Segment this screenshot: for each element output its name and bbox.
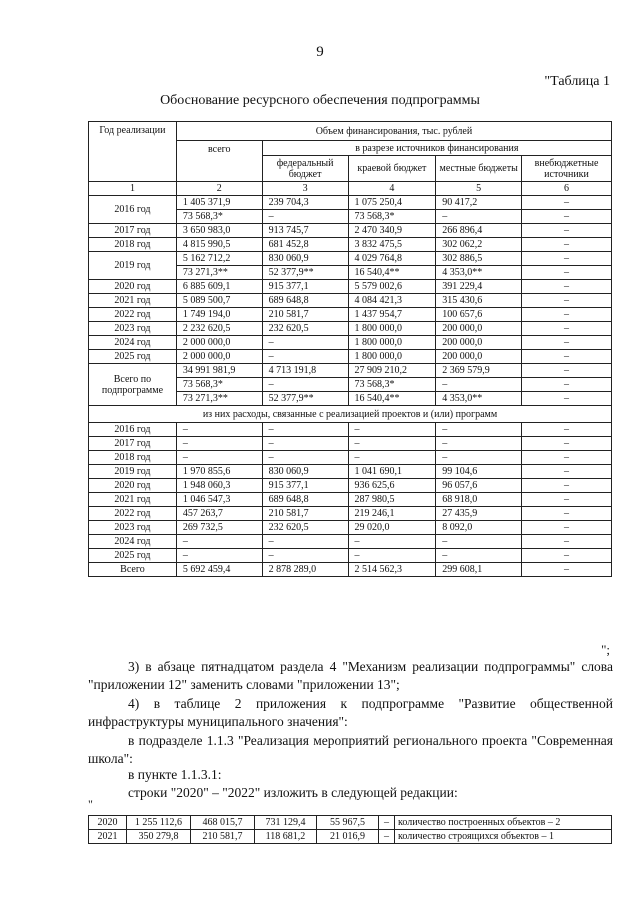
year-cell: 2018 год [89, 451, 177, 465]
value-cell: 4 084 421,3 [348, 294, 436, 308]
value-cell: 210 581,7 [262, 308, 348, 322]
year-cell: 2021 год [89, 493, 177, 507]
value-cell: 689 648,8 [262, 294, 348, 308]
value-cell: – [522, 224, 612, 238]
value-cell: 232 620,5 [262, 521, 348, 535]
header-local: местные бюджеты [436, 156, 522, 182]
description-cell: количество строящихся объектов – 1 [395, 830, 612, 844]
table-row [89, 493, 612, 507]
value-cell: – [348, 549, 436, 563]
value-cell: – [522, 364, 612, 378]
year-cell: 2019 год [89, 252, 177, 280]
description-cell: количество построенных объектов – 2 [395, 816, 612, 830]
header-num: 6 [522, 182, 612, 196]
value-cell: – [522, 252, 612, 266]
value-cell: 118 681,2 [255, 830, 317, 844]
opening-quote: " [88, 797, 93, 811]
table-row [89, 423, 612, 437]
value-cell: 681 452,8 [262, 238, 348, 252]
value-cell: 73 271,3** [176, 266, 262, 280]
year-cell: 2022 год [89, 507, 177, 521]
value-cell: 1 970 855,6 [176, 465, 262, 479]
value-cell: – [262, 451, 348, 465]
value-cell: 210 581,7 [191, 830, 255, 844]
year-cell: 2024 год [89, 535, 177, 549]
value-cell: 936 625,6 [348, 479, 436, 493]
value-cell: 2 000 000,0 [176, 336, 262, 350]
value-cell: 1 405 371,9 [176, 196, 262, 210]
value-cell: – [262, 535, 348, 549]
value-cell: – [262, 549, 348, 563]
value-cell: – [176, 451, 262, 465]
table-row [89, 238, 612, 252]
value-cell: 4 713 191,8 [262, 364, 348, 378]
page-number: 9 [316, 44, 324, 60]
value-cell: – [522, 210, 612, 224]
value-cell: 34 991 981,9 [176, 364, 262, 378]
value-cell: 99 104,6 [436, 465, 522, 479]
year-cell: 2023 год [89, 521, 177, 535]
value-cell: 689 648,8 [262, 493, 348, 507]
value-cell: 1 075 250,4 [348, 196, 436, 210]
value-cell: – [348, 437, 436, 451]
value-cell: 1 041 690,1 [348, 465, 436, 479]
table-row [89, 336, 612, 350]
header-num: 1 [89, 182, 177, 196]
year-cell: 2016 год [89, 423, 177, 437]
year-cell: 2020 год [89, 479, 177, 493]
header-volume: Объем финансирования, тыс. рублей [176, 122, 611, 141]
value-cell: – [522, 563, 612, 577]
table-row [89, 549, 612, 563]
year-cell: 2020 год [89, 280, 177, 294]
value-cell: – [436, 437, 522, 451]
paragraph: в пункте 1.1.3.1: [128, 767, 222, 782]
value-cell: 6 885 609,1 [176, 280, 262, 294]
paragraph: в подразделе 1.1.3 "Реализация мероприятий регионального проекта "Современная школа": [88, 733, 613, 766]
section-title: из них расходы, связанные с реализацией проектов и (или) программ [89, 406, 612, 423]
value-cell: 73 568,3* [176, 378, 262, 392]
value-cell: 302 886,5 [436, 252, 522, 266]
table-row [89, 196, 612, 210]
year-cell: 2022 год [89, 308, 177, 322]
value-cell: – [522, 350, 612, 364]
table-row [89, 350, 612, 364]
header-extra: внебюджетные источники [522, 156, 612, 182]
value-cell: 457 263,7 [176, 507, 262, 521]
value-cell: – [522, 535, 612, 549]
value-cell: – [522, 493, 612, 507]
value-cell: 27 435,9 [436, 507, 522, 521]
value-cell: 3 650 983,0 [176, 224, 262, 238]
year-cell: 2019 год [89, 465, 177, 479]
value-cell: – [348, 451, 436, 465]
value-cell: 219 246,1 [348, 507, 436, 521]
value-cell: 1 800 000,0 [348, 322, 436, 336]
value-cell: 21 016,9 [317, 830, 379, 844]
value-cell: 2 232 620,5 [176, 322, 262, 336]
value-cell: 915 377,1 [262, 479, 348, 493]
value-cell: 2 514 562,3 [348, 563, 436, 577]
table-row [89, 364, 612, 378]
value-cell: 468 015,7 [191, 816, 255, 830]
value-cell: 4 353,0** [436, 266, 522, 280]
value-cell: 1 948 060,3 [176, 479, 262, 493]
header-num: 5 [436, 182, 522, 196]
value-cell: 315 430,6 [436, 294, 522, 308]
value-cell: 210 581,7 [262, 507, 348, 521]
closing-quote: "; [601, 642, 610, 657]
value-cell: 1 800 000,0 [348, 350, 436, 364]
table-title: Обоснование ресурсного обеспечения подпрограммы [160, 93, 480, 108]
value-cell: 913 745,7 [262, 224, 348, 238]
table-row [89, 224, 612, 238]
value-cell: – [522, 521, 612, 535]
value-cell: 1 255 112,6 [127, 816, 191, 830]
section-row [89, 406, 612, 423]
value-cell: 5 089 500,7 [176, 294, 262, 308]
value-cell: – [262, 378, 348, 392]
header-num: 2 [176, 182, 262, 196]
table-row [89, 280, 612, 294]
value-cell: – [379, 830, 395, 844]
value-cell: 73 568,3* [176, 210, 262, 224]
value-cell: – [522, 336, 612, 350]
table-row [89, 308, 612, 322]
value-cell: – [436, 210, 522, 224]
year-cell: 2017 год [89, 437, 177, 451]
value-cell: – [379, 816, 395, 830]
value-cell: 915 377,1 [262, 280, 348, 294]
table-row [89, 252, 612, 266]
header-num: 4 [348, 182, 436, 196]
value-cell: – [522, 238, 612, 252]
value-cell: – [522, 437, 612, 451]
table-row [89, 830, 612, 844]
value-cell: – [348, 423, 436, 437]
year-cell: 2016 год [89, 196, 177, 224]
value-cell: 200 000,0 [436, 350, 522, 364]
header-year: Год реализации [89, 122, 177, 182]
table-row [89, 535, 612, 549]
value-cell: 1 437 954,7 [348, 308, 436, 322]
year-cell: 2017 год [89, 224, 177, 238]
header-federal: федеральный бюджет [262, 156, 348, 182]
value-cell: 5 162 712,2 [176, 252, 262, 266]
value-cell: – [522, 465, 612, 479]
value-cell: – [522, 549, 612, 563]
value-cell: – [176, 535, 262, 549]
value-cell: – [176, 549, 262, 563]
value-cell: 200 000,0 [436, 336, 522, 350]
value-cell: 73 271,3** [176, 392, 262, 406]
value-cell: 4 353,0** [436, 392, 522, 406]
value-cell: 239 704,3 [262, 196, 348, 210]
year-cell: 2021 [89, 830, 127, 844]
year-cell: 2021 год [89, 294, 177, 308]
value-cell: 391 229,4 [436, 280, 522, 294]
value-cell: – [522, 266, 612, 280]
year-cell: 2018 год [89, 238, 177, 252]
value-cell: – [436, 451, 522, 465]
value-cell: 1 800 000,0 [348, 336, 436, 350]
year-cell: 2023 год [89, 322, 177, 336]
value-cell: 299 608,1 [436, 563, 522, 577]
table-row [89, 322, 612, 336]
value-cell: 269 732,5 [176, 521, 262, 535]
value-cell: 73 568,3* [348, 378, 436, 392]
value-cell: 200 000,0 [436, 322, 522, 336]
value-cell: 16 540,4** [348, 266, 436, 280]
value-cell: 73 568,3* [348, 210, 436, 224]
value-cell: 4 815 990,5 [176, 238, 262, 252]
value-cell: 100 657,6 [436, 308, 522, 322]
value-cell: – [262, 437, 348, 451]
header-total: всего [176, 141, 262, 182]
value-cell: 16 540,4** [348, 392, 436, 406]
value-cell: – [436, 378, 522, 392]
value-cell: – [176, 423, 262, 437]
amendment-table [88, 815, 612, 844]
resource-table [88, 121, 612, 577]
year-cell: 2020 [89, 816, 127, 830]
value-cell: – [176, 437, 262, 451]
value-cell: 5 579 002,6 [348, 280, 436, 294]
value-cell: 2 369 579,9 [436, 364, 522, 378]
value-cell: – [522, 378, 612, 392]
value-cell: 2 000 000,0 [176, 350, 262, 364]
value-cell: – [522, 294, 612, 308]
value-cell: 52 377,9** [262, 266, 348, 280]
table-row [89, 563, 612, 577]
header-regional: краевой бюджет [348, 156, 436, 182]
value-cell: 8 092,0 [436, 521, 522, 535]
value-cell: – [262, 210, 348, 224]
table-row [89, 521, 612, 535]
value-cell: – [522, 451, 612, 465]
value-cell: – [522, 322, 612, 336]
value-cell: 266 896,4 [436, 224, 522, 238]
year-cell: Всего [89, 563, 177, 577]
table-row [89, 294, 612, 308]
table-row [89, 451, 612, 465]
year-cell: Всего по подпрограмме [89, 364, 177, 406]
value-cell: 232 620,5 [262, 322, 348, 336]
year-cell: 2025 год [89, 549, 177, 563]
value-cell: – [348, 535, 436, 549]
value-cell: – [262, 350, 348, 364]
value-cell: 55 967,5 [317, 816, 379, 830]
table-row [89, 465, 612, 479]
value-cell: – [262, 336, 348, 350]
value-cell: – [522, 423, 612, 437]
value-cell: – [522, 280, 612, 294]
value-cell: – [436, 535, 522, 549]
value-cell: 2 878 289,0 [262, 563, 348, 577]
year-cell: 2025 год [89, 350, 177, 364]
paragraph: 4) в таблице 2 приложения к подпрограмме "Развитие общественной инфраструктуры муниципального значения": [88, 696, 613, 729]
value-cell: 830 060,9 [262, 465, 348, 479]
value-cell: – [522, 308, 612, 322]
value-cell: 4 029 764,8 [348, 252, 436, 266]
value-cell: 2 470 340,9 [348, 224, 436, 238]
value-cell: 1 749 194,0 [176, 308, 262, 322]
value-cell: 302 062,2 [436, 238, 522, 252]
value-cell: – [436, 423, 522, 437]
header-num: 3 [262, 182, 348, 196]
value-cell: 3 832 475,5 [348, 238, 436, 252]
value-cell: 52 377,9** [262, 392, 348, 406]
value-cell: 287 980,5 [348, 493, 436, 507]
value-cell: – [522, 507, 612, 521]
value-cell: 1 046 547,3 [176, 493, 262, 507]
value-cell: – [262, 423, 348, 437]
table-row [89, 816, 612, 830]
header-by-sources: в разрезе источников финансирования [262, 141, 611, 156]
table-row [89, 507, 612, 521]
table-row [89, 437, 612, 451]
paragraph: строки "2020" – "2022" изложить в следующей редакции: [128, 785, 458, 800]
value-cell: 96 057,6 [436, 479, 522, 493]
value-cell: 350 279,8 [127, 830, 191, 844]
value-cell: – [436, 549, 522, 563]
value-cell: 731 129,4 [255, 816, 317, 830]
value-cell: 68 918,0 [436, 493, 522, 507]
value-cell: – [522, 479, 612, 493]
value-cell: 5 692 459,4 [176, 563, 262, 577]
value-cell: 29 020,0 [348, 521, 436, 535]
table-label: "Таблица 1 [544, 74, 610, 89]
value-cell: – [522, 392, 612, 406]
value-cell: 90 417,2 [436, 196, 522, 210]
value-cell: – [522, 196, 612, 210]
year-cell: 2024 год [89, 336, 177, 350]
table-row [89, 479, 612, 493]
paragraph: 3) в абзаце пятнадцатом раздела 4 "Механизм реализации подпрограммы" слова "приложении 12" заменить словами "приложении 13"; [88, 659, 613, 692]
value-cell: 27 909 210,2 [348, 364, 436, 378]
value-cell: 830 060,9 [262, 252, 348, 266]
